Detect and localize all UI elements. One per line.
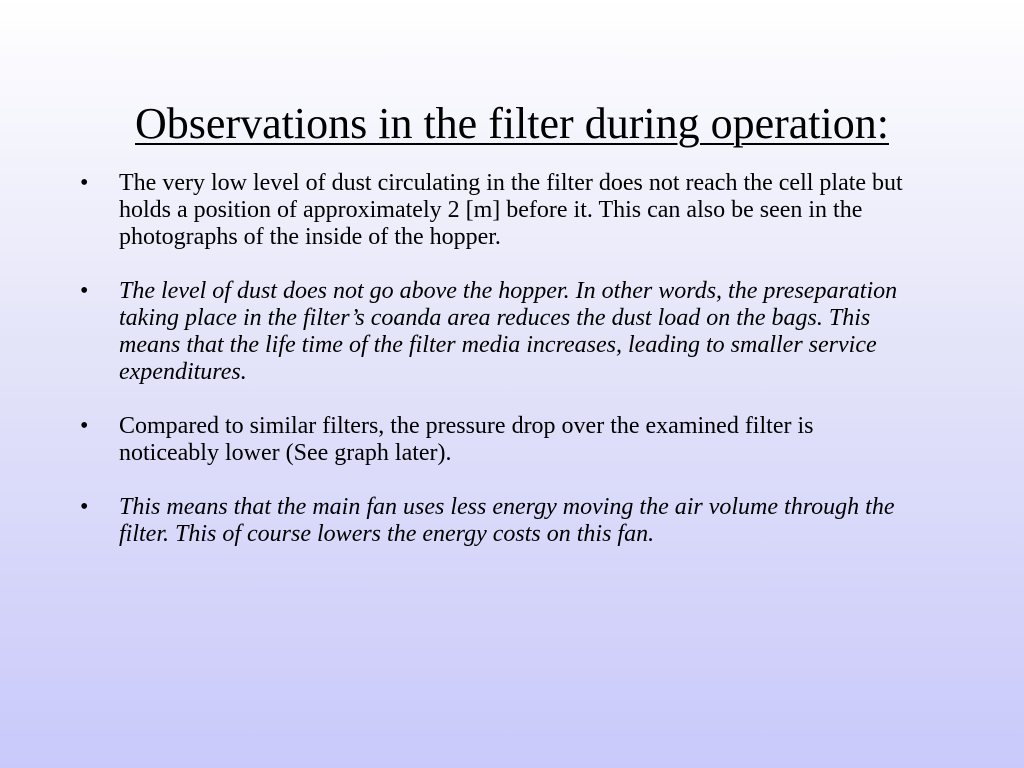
bullet-text: This means that the main fan uses less energy moving the air volume through the filter. This of course lowers the energy costs on this fan. xyxy=(119,494,895,547)
bullet-list xyxy=(78,170,924,575)
bullet-item xyxy=(78,494,924,548)
bullet-item xyxy=(78,278,924,386)
bullet-dot-icon: • xyxy=(80,170,89,196)
bullet-dot-icon: • xyxy=(80,278,89,304)
bullet-item xyxy=(78,413,924,467)
bullet-item xyxy=(78,170,924,251)
bullet-text: The very low level of dust circulating in the filter does not reach the cell plate but holds a position of approximately 2 [m] before it. This can also be seen in the photographs of the inside of the hopper. xyxy=(119,170,903,250)
bullet-dot-icon: • xyxy=(80,494,89,520)
bullet-text: Compared to similar filters, the pressure drop over the examined filter is noticeably lower (See graph later). xyxy=(119,413,814,466)
slide-title: Observations in the filter during operation: xyxy=(135,99,889,148)
bullet-dot-icon: • xyxy=(80,413,89,439)
bullet-text: The level of dust does not go above the hopper. In other words, the preseparation taking place in the filter’s coanda area reduces the dust load on the bags. This means that the life time of the filter media increases, leading to smaller service expenditures. xyxy=(119,278,898,385)
